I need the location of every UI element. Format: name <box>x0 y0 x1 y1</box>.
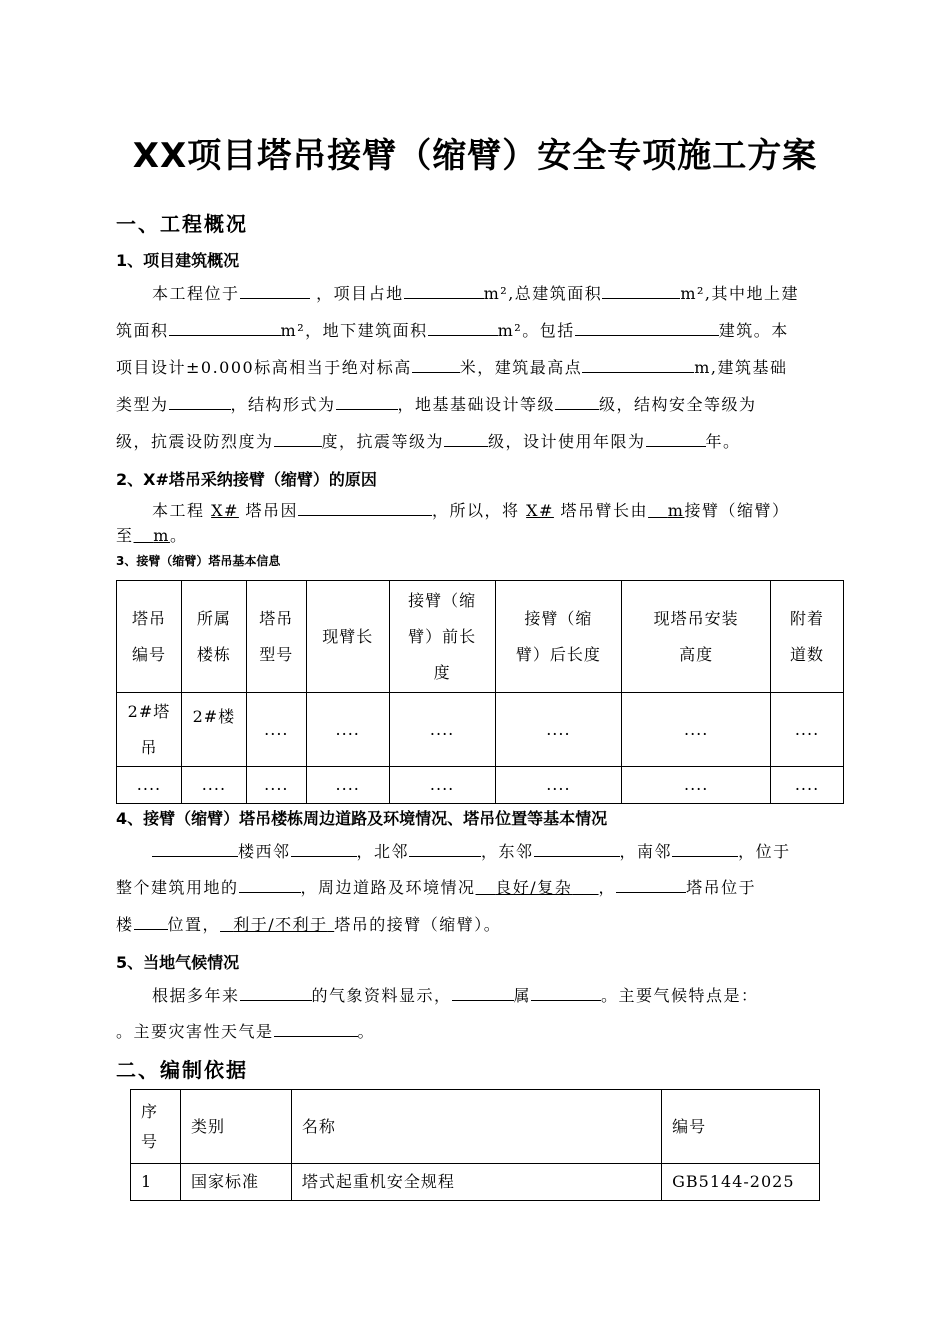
fill-blank[interactable] <box>412 356 460 373</box>
table-cell: .... <box>495 693 622 767</box>
paragraph-line: 项目设计±0.000标高相当于绝对标高 米，建筑最高点 m,建筑基础 <box>116 358 788 377</box>
fill-blank[interactable] <box>274 1020 358 1037</box>
fill-blank[interactable] <box>452 984 514 1001</box>
header-cell: 接臂（缩 臂）后长度 <box>495 581 622 693</box>
table-cell: .... <box>246 693 306 767</box>
table-cell: .... <box>117 767 182 804</box>
fill-blank[interactable] <box>274 430 322 447</box>
paragraph-line: 至 m。 <box>116 526 188 545</box>
fill-blank[interactable] <box>240 282 310 299</box>
fill-blank[interactable] <box>575 319 719 336</box>
fill-blank[interactable] <box>169 393 231 410</box>
document-title: XX项目塔吊接臂（缩臂）安全专项施工方案 <box>132 136 818 176</box>
fill-blank[interactable] <box>404 282 484 299</box>
table-cell: 塔式起重机安全规程 <box>291 1164 661 1201</box>
paragraph-line: 整个建筑用地的 ，周边道路及环境情况 良好/复杂 ， 塔吊位于 <box>116 878 757 897</box>
paragraph-line: 根据多年来 的气象资料显示， 属 。主要气候特点是： <box>152 986 759 1005</box>
fill-blank[interactable] <box>534 840 620 857</box>
fill-blank[interactable] <box>672 840 738 857</box>
subheading-reason: 2、X#塔吊采纳接臂（缩臂）的原因 <box>116 470 377 489</box>
subheading-climate: 5、当地气候情况 <box>116 953 240 972</box>
table-cell: 国家标准 <box>180 1164 291 1201</box>
fill-blank[interactable] <box>602 282 680 299</box>
table-cell: .... <box>389 767 495 804</box>
fill-blank[interactable] <box>239 876 301 893</box>
paragraph-line: 本工程 X# 塔吊因 ，所以，将 X# 塔吊臂长由 m接臂（缩臂） <box>152 501 790 520</box>
header-cell: 塔吊 型号 <box>246 581 306 693</box>
table-cell: .... <box>771 693 844 767</box>
table-cell: .... <box>622 767 771 804</box>
fill-blank[interactable] <box>291 840 357 857</box>
fill-blank[interactable] <box>169 319 281 336</box>
header-cell: 附着 道数 <box>771 581 844 693</box>
crane-info-table <box>116 580 844 804</box>
fill-blank[interactable] <box>240 984 312 1001</box>
table-header-row <box>117 581 844 693</box>
table-cell: .... <box>771 767 844 804</box>
subheading-surroundings: 4、接臂（缩臂）塔吊楼栋周边道路及环境情况、塔吊位置等基本情况 <box>116 809 608 828</box>
header-cell: 接臂（缩 臂）前长 度 <box>389 581 495 693</box>
paragraph-line: 楼西邻 ，北邻 ，东邻 ，南邻 ，位于 <box>116 840 836 864</box>
basis-table <box>130 1089 820 1201</box>
table-cell: .... <box>306 693 389 767</box>
header-cell: 现臂长 <box>306 581 389 693</box>
table-cell: 2#楼 <box>181 693 246 767</box>
header-cell: 所属 楼栋 <box>181 581 246 693</box>
table-cell: .... <box>389 693 495 767</box>
fill-blank[interactable] <box>616 876 686 893</box>
fill-blank[interactable] <box>409 840 481 857</box>
paragraph-line: 本工程位于 ，项目占地 m²,总建筑面积 m²,其中地上建 <box>152 284 799 303</box>
table-row <box>131 1164 820 1201</box>
paragraph-line: 级，抗震设防烈度为 度，抗震等级为 级，设计使用年限为 年。 <box>116 432 741 451</box>
fill-blank[interactable] <box>336 393 398 410</box>
subheading-basic-info: 3、接臂（缩臂）塔吊基本信息 <box>116 554 281 568</box>
table-cell: 2#塔 吊 <box>117 693 182 767</box>
fill-blank[interactable] <box>582 356 694 373</box>
section-heading-overview: 一、工程概况 <box>116 212 248 236</box>
table-cell: .... <box>622 693 771 767</box>
table-header-row <box>131 1090 820 1164</box>
fill-blank[interactable] <box>298 499 432 516</box>
fill-blank[interactable] <box>555 393 599 410</box>
table-cell: .... <box>306 767 389 804</box>
table-cell: 1 <box>131 1164 181 1201</box>
header-cell: 编号 <box>662 1090 820 1164</box>
table-row <box>117 693 844 767</box>
fill-blank[interactable] <box>152 840 238 857</box>
table-row <box>117 767 844 804</box>
table-cell: GB5144-2025 <box>662 1164 820 1201</box>
header-cell: 序 号 <box>131 1090 181 1164</box>
header-cell: 现塔吊安装 高度 <box>622 581 771 693</box>
paragraph-line: 筑面积 m²，地下建筑面积 m²。包括 建筑。本 <box>116 321 789 340</box>
subheading-project-overview: 1、项目建筑概况 <box>116 251 240 270</box>
paragraph-line: 。主要灾害性天气是 。 <box>116 1022 376 1041</box>
fill-blank[interactable] <box>531 984 601 1001</box>
fill-blank[interactable] <box>428 319 498 336</box>
header-cell: 名称 <box>291 1090 661 1164</box>
fill-blank[interactable] <box>444 430 488 447</box>
table-cell: .... <box>246 767 306 804</box>
header-cell: 塔吊 编号 <box>117 581 182 693</box>
table-cell: .... <box>495 767 622 804</box>
table-cell: .... <box>181 767 246 804</box>
paragraph-line: 楼 位置， 利于/不利于 塔吊的接臂（缩臂）。 <box>116 915 502 934</box>
header-cell: 类别 <box>180 1090 291 1164</box>
fill-blank[interactable] <box>646 430 706 447</box>
paragraph-line: 类型为 ，结构形式为 ，地基基础设计等级 级，结构安全等级为 <box>116 395 757 414</box>
fill-blank[interactable] <box>134 913 168 930</box>
section-heading-basis: 二、编制依据 <box>116 1058 248 1082</box>
